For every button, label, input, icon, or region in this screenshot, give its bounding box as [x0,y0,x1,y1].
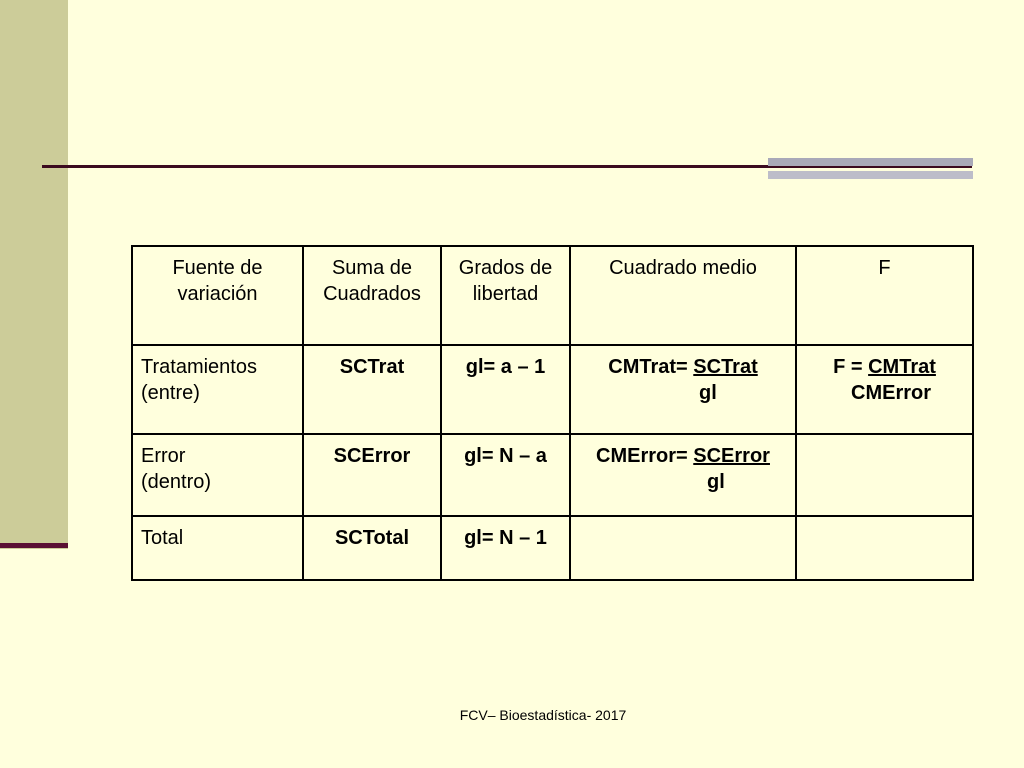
side-band-accent [0,543,68,548]
header-suma: Suma de Cuadrados [303,246,441,345]
row-label-line1: Error [141,445,186,467]
table-row [132,434,973,516]
gl-cell: gl= a – 1 [441,345,570,434]
gl-cell: gl= N – a [441,434,570,516]
row-label [132,434,303,516]
row-label-line2: (entre) [141,382,200,404]
anova-table [131,245,974,581]
f-cell-empty [796,516,973,580]
header-fuente: Fuente de variación [132,246,303,345]
sc-cell: SCTrat [303,345,441,434]
footer-text: FCV– Bioestadística- 2017 [459,707,627,723]
table-row [132,516,973,580]
table-header-row [132,246,973,345]
row-label [132,516,303,580]
row-label-line1: Tratamientos [141,356,257,378]
f-cell [796,345,973,434]
header-grados: Grados de libertad [441,246,570,345]
accent-bar-bottom [768,171,973,179]
header-f: F [796,246,973,345]
f-numerator: CMTrat [868,356,936,378]
cm-cell [570,345,796,434]
cm-denominator: gl [699,382,717,404]
cm-cell-empty [570,516,796,580]
cm-denominator: gl [707,471,725,493]
gl-cell: gl= N – 1 [441,516,570,580]
row-label [132,345,303,434]
f-prefix: F = [833,356,869,378]
cm-prefix: CMError= [596,445,694,467]
table-row [132,345,973,434]
sc-cell: SCTotal [303,516,441,580]
f-cell-empty [796,434,973,516]
accent-bar-top [768,158,973,166]
cm-numerator: SCError [693,445,770,467]
cm-prefix: CMTrat= [608,356,694,378]
row-label-line1: Total [141,527,184,549]
cm-numerator: SCTrat [693,356,758,378]
header-cuadrado: Cuadrado medio [570,246,796,345]
row-label-line2: (dentro) [141,471,212,493]
f-denominator: CMError [851,382,932,404]
cm-cell [570,434,796,516]
sc-cell: SCError [303,434,441,516]
side-band [0,0,68,549]
